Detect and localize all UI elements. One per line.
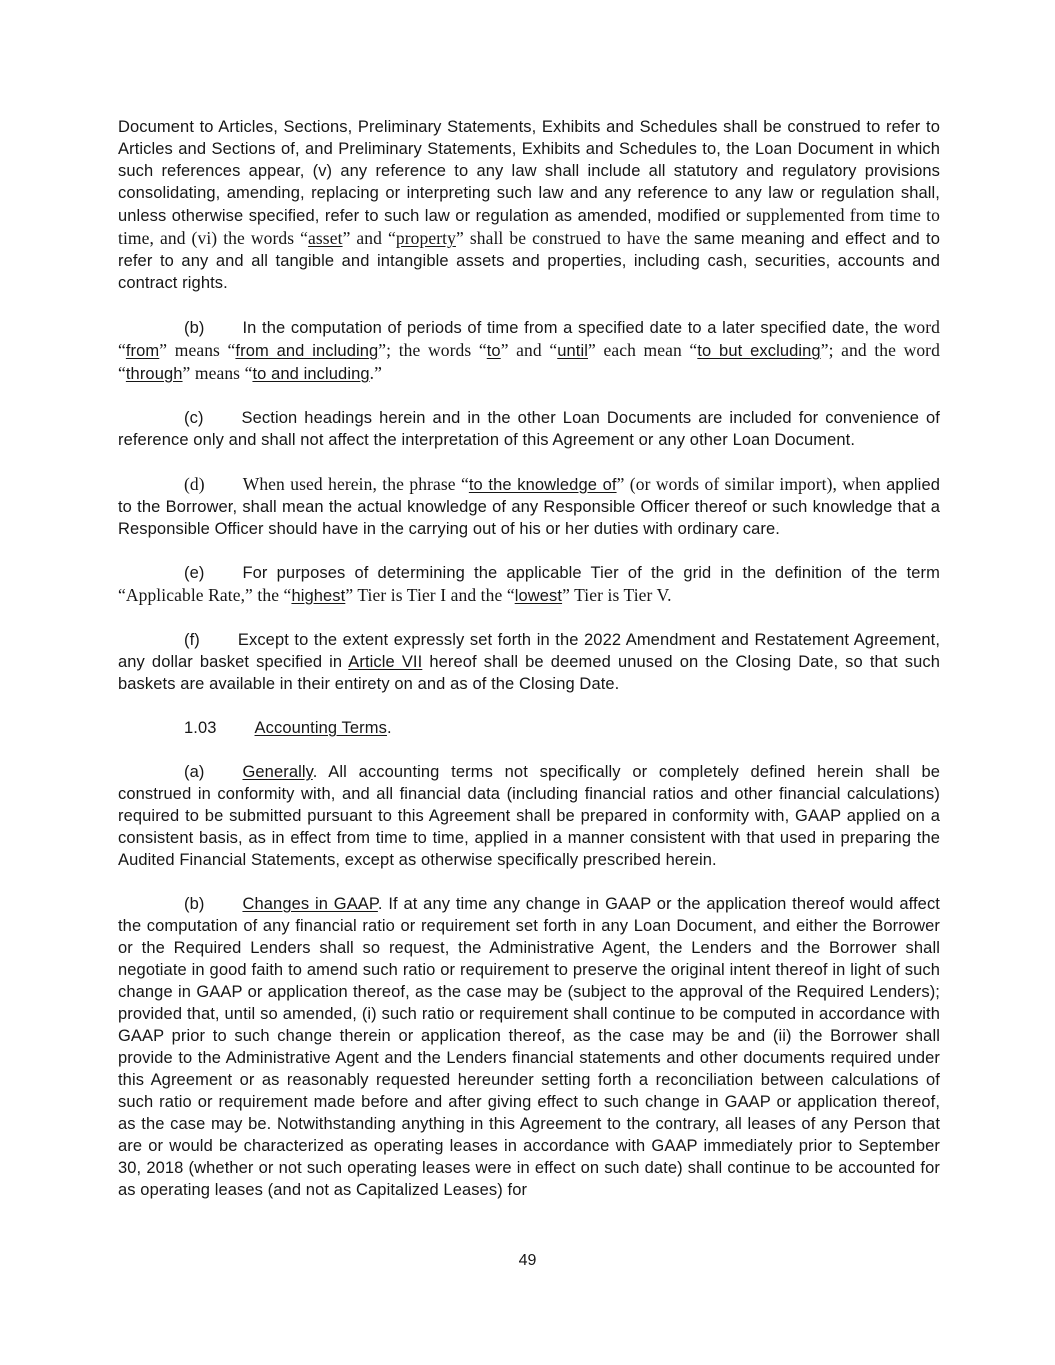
text-segment: ” and “ bbox=[500, 340, 558, 360]
defined-term: property bbox=[395, 228, 456, 248]
defined-term: to the knowledge of bbox=[468, 476, 617, 494]
defined-term: through bbox=[125, 365, 183, 383]
defined-term: to but excluding bbox=[697, 342, 821, 360]
defined-term: asset bbox=[308, 228, 343, 248]
text-segment: (b) bbox=[184, 319, 205, 337]
paragraph-f-dollar-baskets bbox=[118, 629, 940, 695]
defined-term: from and including bbox=[235, 342, 379, 360]
text-segment: ”; and bbox=[820, 340, 875, 360]
text-segment: ” each mean “ bbox=[588, 340, 698, 360]
text-segment: ” (or words of similar import), when bbox=[616, 474, 887, 494]
text-segment: ” shall be construed to have the bbox=[455, 228, 694, 248]
text-segment: word “ bbox=[118, 317, 940, 360]
text-segment: same meaning and effect and to refer to any and all tangible and intangible assets and properties, including cash, securities, accounts and contract rights. bbox=[118, 230, 940, 292]
text-segment: ” Tier is Tier V. bbox=[562, 585, 672, 605]
text-segment: the word “ bbox=[118, 340, 940, 383]
text-segment: ” Tier is Tier I and the “ bbox=[345, 585, 515, 605]
text-segment: Except to the extent expressly set forth in the 2022 Amendment and Restatement Agreement, any dollar basket specified in bbox=[118, 631, 940, 671]
text-segment: In the computation of periods of time from a specified date to a later specified date, the bbox=[242, 319, 904, 337]
defined-term: Accounting Terms bbox=[254, 719, 387, 737]
paragraph-a-generally bbox=[118, 761, 940, 871]
paragraph-b-changes-in-gaap bbox=[118, 893, 940, 1201]
text-segment: (a) bbox=[184, 763, 205, 781]
text-segment: Section headings herein and in the other Loan Documents are included for convenience of reference only and shall not affect the interpretation of this Agreement or any other Loan Document. bbox=[118, 409, 940, 449]
defined-term: lowest bbox=[514, 587, 563, 605]
text-segment: (c) bbox=[184, 409, 204, 427]
text-segment: ” means “ bbox=[159, 340, 236, 360]
section-heading-1-03 bbox=[118, 717, 940, 739]
paragraph-continuation bbox=[118, 116, 940, 294]
text-segment: ”; the words “ bbox=[378, 340, 487, 360]
defined-term: from bbox=[125, 342, 160, 360]
paragraph-e-applicable-rate-tiers bbox=[118, 562, 940, 607]
paragraph-d-knowledge bbox=[118, 473, 940, 540]
defined-term: until bbox=[557, 342, 588, 360]
text-segment: . If at any time any change in GAAP or the application thereof would affect the computation of any financial ratio or requirement set forth in any Loan Document, and either the Borrower or the Required Lenders shall so request, the Administrative Agent, the Lenders and the Borrower shall negotiate in good faith to amend such ratio or requirement to preserve the original intent thereof in light of such change in GAAP or application thereof, as the case may be (subject to the approval of the Required Lenders); provided that, until so amended, (i) such ratio or requirement shall continue to be computed in accordance with GAAP prior to such change therein or application thereof, as the case may be and (ii) the Borrower shall provide to the Administrative Agent and the Lenders financial statements and other documents required under this Agreement or as reasonably requested hereunder setting forth a reconciliation between calculations of such ratio or requirement made before and after giving effect to such change in GAAP or application thereof, as the case may be. Notwithstanding anything in this Agreement to the contrary, all leases of any Person that are or would be characterized as operating leases in accordance with GAAP immediately prior to September 30, 2018 (whether or not such operating leases were in effect on such date) shall continue to be accounted for as operating leases (and not as Capitalized Leases) for bbox=[118, 895, 940, 1199]
text-segment: . bbox=[386, 719, 392, 737]
text-segment: (f) bbox=[184, 631, 200, 649]
text-segment: (d) bbox=[184, 474, 205, 494]
text-segment: ” and “ bbox=[342, 228, 396, 248]
document-body bbox=[118, 116, 940, 1223]
text-segment: Document to Articles, Sections, Preliminary Statements, Exhibits and Schedules shall be construed to refer to Articles and Sections of, and Preliminary Statements, Exhibits and Schedules to, the Loan Document in which such references appear, (v) any reference to any law shall include all statutory and regulatory provisions consolidating, amending, replacing or interpreting such law and any reference to any law or regulation shall, unless otherwise specified, refer to such law or regulation as amended, modified or bbox=[118, 118, 940, 225]
paragraph-b-computation-of-time bbox=[118, 316, 940, 385]
text-segment: For purposes of determining the applicable Tier of the grid in the definition of the term bbox=[242, 564, 940, 582]
defined-term: Article VII bbox=[348, 653, 423, 671]
defined-term: Generally bbox=[242, 763, 313, 781]
text-segment: applied to the Borrower, shall mean the actual knowledge of any Responsible Officer thereof or such knowledge that a Responsible Officer should have in the carrying out of his or her duties with ordinary care. bbox=[118, 476, 940, 538]
text-segment: When used herein, the phrase “ bbox=[242, 474, 469, 494]
text-segment: (e) bbox=[184, 564, 205, 582]
text-segment: .” bbox=[369, 363, 382, 383]
text-segment: ” means “ bbox=[182, 363, 253, 383]
text-segment: supplemented from time to time, and (vi) the words “ bbox=[118, 205, 940, 248]
page-number: 49 bbox=[518, 1252, 537, 1269]
defined-term: to and including bbox=[252, 365, 370, 383]
paragraph-c-section-headings bbox=[118, 407, 940, 451]
text-segment: 1.03 bbox=[184, 719, 217, 737]
text-segment: hereof shall be deemed unused on the Closing Date, so that such baskets are available in their entirety on and as of the Closing Date. bbox=[118, 653, 940, 693]
defined-term: to bbox=[486, 342, 501, 360]
text-segment: “Applicable Rate,” the “ bbox=[118, 585, 292, 605]
defined-term: highest bbox=[291, 587, 346, 605]
text-segment: . All accounting terms not specifically or completely defined herein shall be construed in conformity with, and all financial data (including financial ratios and other financial calculations) required to be submitted pursuant to this Agreement shall be prepared in conformity with, GAAP applied on a consistent basis, as in effect from time to time, applied in a manner consistent with that used in preparing the Audited Financial Statements, except as otherwise specifically prescribed herein. bbox=[118, 763, 940, 869]
text-segment: (b) bbox=[184, 895, 205, 913]
defined-term: Changes in GAAP bbox=[242, 895, 378, 913]
